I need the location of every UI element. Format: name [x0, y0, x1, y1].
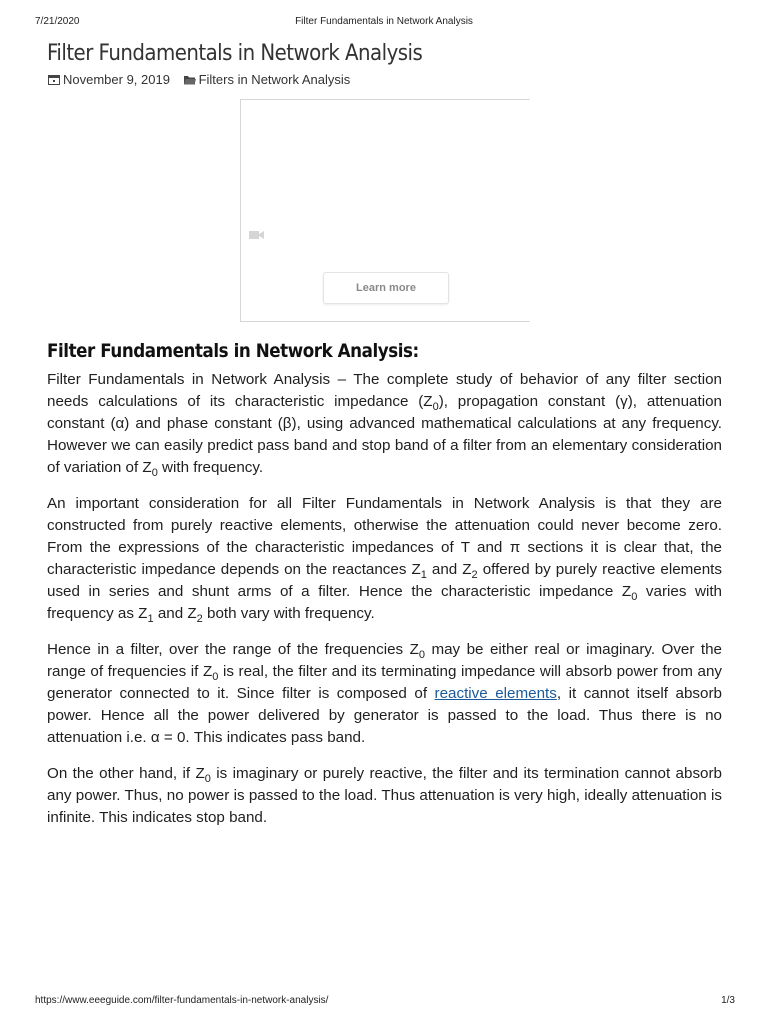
paragraph-4: On the other hand, if $Z_0$ is imaginary or purely reactive, the filter and its termination cannot absorb any power. Thus, no power is passed to the load. Thus attenuation is very high, ideally attenuation is infinite. This indicates stop band.	[47, 765, 722, 826]
page-url: https://www.eeeguide.com/filter-fundamentals-in-network-analysis/	[35, 995, 329, 1006]
page-number: 1/3	[721, 995, 735, 1006]
post-category-link[interactable]: Filters in Network Analysis	[198, 72, 351, 87]
paragraph-2: An important consideration for all Filter Fundamentals in Network Analysis is that they are constructed from purely reactive elements, otherwise the attenuation could never become zero. From the expressions of the characteristic impedances of T and π sections it is clear that, the characteristic impedance depends on the reactances $Z_1$ and $Z_2$ offered by purely reactive elements used in series and shunt arms of a filter. Hence the characteristic impedance $Z_0$ varies with frequency as $Z_1$ and $Z_2$ both vary with frequency.	[47, 495, 722, 625]
post-meta	[48, 72, 350, 88]
reactive-elements-link[interactable]: reactive elements	[434, 685, 557, 702]
learn-more-button[interactable]: Learn more	[323, 272, 449, 304]
print-document-title: Filter Fundamentals in Network Analysis	[295, 16, 473, 27]
print-date: 7/21/2020	[35, 16, 80, 27]
section-heading: Filter Fundamentals in Network Analysis:	[47, 340, 419, 362]
post-date: November 9, 2019	[63, 72, 170, 87]
folder-icon	[184, 73, 196, 88]
video-camera-icon	[249, 228, 265, 240]
print-header	[0, 16, 768, 30]
article-body	[47, 369, 722, 843]
paragraph-1: Filter Fundamentals in Network Analysis – The complete study of behavior of any filter section needs calculations of its characteristic impedance $(Z_0)$, propagation constant (γ), attenuation constant (α) and phase constant (β), using advanced mathematical calculations at any frequency. However we can easily predict pass band and stop band of a filter from an elementary consideration of variation of $Z_0$ with frequency.	[47, 371, 722, 479]
paragraph-3: Hence in a filter, over the range of the frequencies $Z_0$ may be either real or imaginary. Over the range of frequencies if $Z_0$ is real, the filter and its terminating impedance will absorb power from any generator connected to it. Since filter is composed of reactive elements, it cannot itself absorb power. Hence all the power delivered by generator is passed to the load. Thus there is no attenuation i.e. α = 0. This indicates pass band.	[47, 641, 722, 746]
calendar-icon	[48, 73, 60, 88]
page-title: Filter Fundamentals in Network Analysis	[47, 41, 423, 66]
advertisement-frame	[240, 99, 530, 322]
